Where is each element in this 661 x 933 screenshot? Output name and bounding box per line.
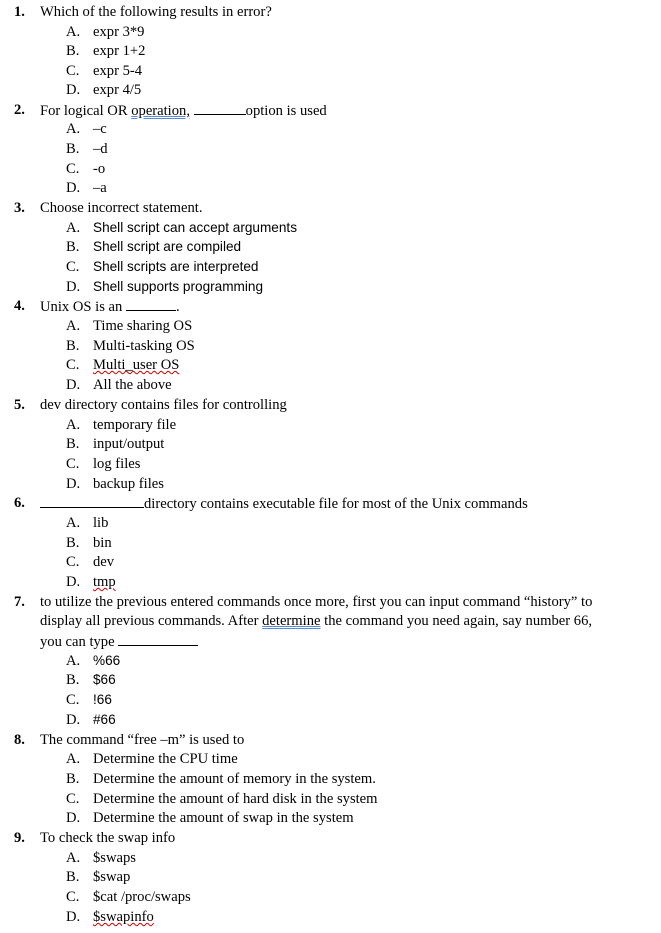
option-text: expr 4/5 [93,82,142,98]
option-letter: A. [66,751,81,767]
answer-blank [118,633,198,646]
question-text: To check the swap info [40,830,176,846]
option-text: Multi-tasking OS [93,338,195,354]
option-letter: C. [66,161,80,177]
option-text: $66 [93,672,116,687]
option-text: Multi_user OS [93,357,180,373]
option-letter: D. [66,476,81,492]
answer-blank [194,102,246,115]
option-text: backup files [93,476,164,492]
question-text-end: directory contains executable file for most of the Unix commands [144,496,528,512]
question-text [40,102,655,120]
option-text: Determine the amount of hard disk in the system [93,791,378,807]
option-letter: B. [66,436,80,452]
question-text [40,495,655,513]
question-text: dev directory contains files for controlling [40,397,287,413]
question-text-start: Unix OS is an [40,299,123,315]
option-letter: C. [66,456,80,472]
option-letter: D. [66,712,81,728]
option-letter: C. [66,692,80,708]
question-text-line-3 [40,633,655,651]
option-text: expr 5-4 [93,63,143,79]
option-text: Determine the amount of memory in the system. [93,771,376,787]
option-letter: A. [66,24,81,40]
option-letter: C. [66,259,80,275]
option-letter: B. [66,43,80,59]
option-letter: D. [66,574,81,590]
option-text: –a [93,180,107,196]
question-number: 7. [14,594,25,610]
option-text: lib [93,515,109,531]
option-letter: C. [66,63,80,79]
option-text: Shell script are compiled [93,239,242,254]
question-number: 6. [14,495,25,511]
option-letter: A. [66,417,81,433]
question-number: 4. [14,298,25,314]
option-letter: D. [66,909,81,925]
option-text: tmp [93,574,116,590]
option-text: Time sharing OS [93,318,193,334]
option-letter: B. [66,239,80,255]
option-text: dev [93,554,115,570]
question-number: 2. [14,102,25,118]
option-letter: B. [66,771,80,787]
option-text: Shell script can accept arguments [93,220,298,235]
question-number: 5. [14,397,25,413]
option-letter: A. [66,653,81,669]
option-letter: A. [66,850,81,866]
question-text-line-2 [40,613,655,630]
option-text: Shell supports programming [93,279,264,294]
option-letter: A. [66,121,81,137]
question-text-end: . [175,299,180,315]
option-text: !66 [93,692,112,707]
option-text: %66 [93,653,121,668]
question-text: The command “free –m” is used to [40,732,245,748]
option-letter: D. [66,810,81,826]
option-letter: A. [66,318,81,334]
question-number: 8. [14,732,25,748]
question-number: 3. [14,200,25,216]
option-text: expr 1+2 [93,43,146,59]
question-text-end: the command you need again, say number 66, [324,613,593,629]
option-letter: C. [66,554,80,570]
option-text: temporary file [93,417,177,433]
question-text-start: you can type [40,634,115,650]
option-text: input/output [93,436,165,452]
option-text: log files [93,456,141,472]
question-text-start: For logical OR [40,103,128,119]
option-letter: D. [66,279,81,295]
question-text-start: display all previous commands. After [40,613,259,629]
option-letter: B. [66,535,80,551]
question-number: 9. [14,830,25,846]
option-letter: B. [66,141,80,157]
answer-blank [40,495,144,508]
option-letter: C. [66,791,80,807]
option-letter: C. [66,889,80,905]
question-text-end: option is used [245,103,327,119]
option-text: –c [93,121,107,137]
option-letter: B. [66,338,80,354]
question-text: Choose incorrect statement. [40,200,203,216]
option-letter: C. [66,357,80,373]
option-text: All the above [93,377,172,393]
question-text: Which of the following results in error? [40,4,272,20]
option-letter: A. [66,515,81,531]
question-text-line-1: to utilize the previous entered commands once more, first you can input command “history” to [40,594,593,610]
option-text: $swaps [93,850,136,866]
option-letter: D. [66,180,81,196]
option-text: $swap [93,869,131,885]
option-text: -o [93,161,106,177]
option-text: $swapinfo [93,909,154,925]
option-text: Determine the CPU time [93,751,238,767]
option-text: –d [93,141,108,157]
grammar-flag: operation, [131,103,190,119]
option-text: Determine the amount of swap in the system [93,810,354,826]
grammar-flag: determine [262,613,321,629]
option-text: #66 [93,712,116,727]
option-text: bin [93,535,112,551]
question-text [40,298,655,316]
option-letter: D. [66,82,81,98]
option-letter: A. [66,220,81,236]
option-text: Shell scripts are interpreted [93,259,259,274]
option-text: $cat /proc/swaps [93,889,191,905]
option-text: expr 3*9 [93,24,145,40]
option-letter: D. [66,377,81,393]
option-letter: B. [66,672,80,688]
option-letter: B. [66,869,80,885]
question-number: 1. [14,4,25,20]
answer-blank [126,298,176,311]
